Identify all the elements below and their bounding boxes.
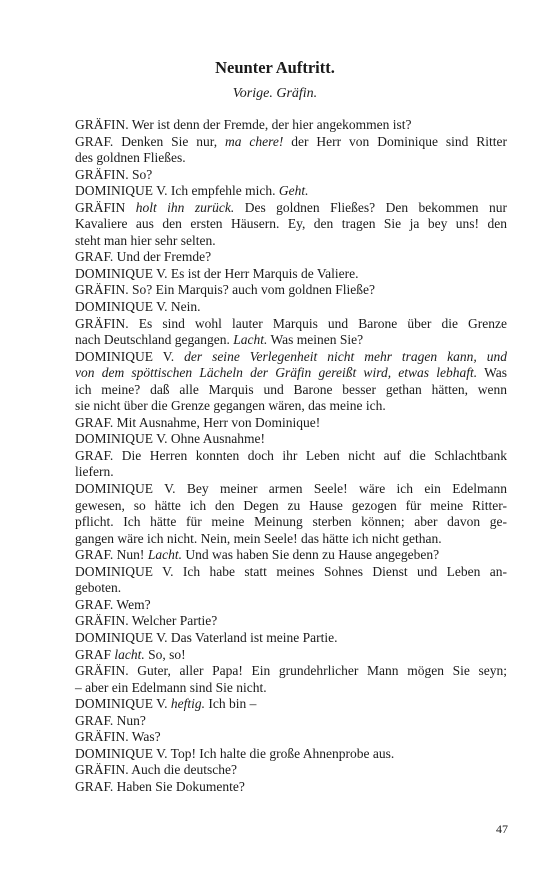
dialogue-text: GRÄFIN (75, 199, 136, 215)
text-line (75, 365, 507, 382)
scene-stage-direction: Vorige. Gräfin. (232, 86, 318, 101)
dialogue-text: DOMINIQUE V. Ich habe statt meines Sohnes Dienst und Leben an- (75, 563, 507, 579)
text-line (75, 630, 507, 647)
text-line (75, 233, 507, 250)
dialogue-text: nach Deutschland gegangen. (75, 332, 234, 348)
dialogue-text: DOMINIQUE V. Ich empfehle mich. (75, 183, 279, 199)
dialogue-text: GRÄFIN. Was? (75, 729, 161, 745)
text-line (75, 448, 507, 465)
text-line (75, 663, 507, 680)
dialogue-text: Des goldnen Fließes? Den bekommen nur (234, 199, 507, 215)
text-line (75, 580, 507, 597)
dialogue-text: GRAF. Haben Sie Dokumente? (75, 778, 245, 794)
text-line (75, 696, 507, 713)
text-line (75, 167, 507, 184)
stage-direction-text: lacht. (114, 646, 145, 662)
dialogue-text: GRAF. Mit Ausnahme, Herr von Dominique! (75, 414, 321, 430)
text-line (75, 382, 507, 399)
text-line (75, 762, 507, 779)
dialogue-text: DOMINIQUE V. Das Vaterland ist meine Partie. (75, 629, 338, 645)
dialogue-text: GRÄFIN. Es sind wohl lauter Marquis und Barone über die Grenze (75, 315, 507, 331)
dialogue-text: pflicht. Ich hätte für meine Meinung sterben können; aber davon ge- (75, 514, 507, 530)
dialogue-text: GRAF. Wem? (75, 596, 151, 612)
stage-direction-text: Lacht. (233, 332, 268, 348)
text-line (75, 729, 507, 746)
dialogue-text: GRÄFIN. So? (75, 166, 153, 182)
dialogue-text: GRÄFIN. Auch die deutsche? (75, 762, 237, 778)
text-line (75, 117, 507, 134)
text-line (75, 514, 507, 531)
stage-direction-text: holt ihn zurück. (135, 199, 235, 215)
dialogue-text: DOMINIQUE V. Nein. (75, 299, 201, 315)
text-line (75, 249, 507, 266)
stage-direction-text: von dem spöttischen Lächeln der Gräfin gereißt wird, etwas lebhaft. (75, 365, 478, 381)
play-text (75, 117, 507, 795)
dialogue-text: ich meine? daß alle Marquis und Barone besser gethan hätten, wenn (75, 381, 507, 397)
dialogue-text: DOMINIQUE V. (75, 348, 185, 364)
text-line (75, 299, 507, 316)
dialogue-text: Und was haben Sie denn zu Hause angegeben? (181, 547, 440, 563)
dialogue-text: Kavaliere aus den ersten Häusern. Ey, den tragen Sie ja bey uns! den (75, 216, 507, 232)
text-line (75, 481, 507, 498)
stage-direction-text: der seine Verlegenheit nicht mehr tragen kann, und (184, 348, 507, 364)
dialogue-text: So, so! (144, 646, 186, 662)
text-line (75, 183, 507, 200)
text-line (75, 547, 507, 564)
dialogue-text: DOMINIQUE V. (75, 696, 171, 712)
text-line (75, 332, 507, 349)
dialogue-text: steht man hier sehr selten. (75, 232, 216, 248)
text-line (75, 200, 507, 217)
dialogue-text: DOMINIQUE V. Top! Ich halte die große Ahnenprobe aus. (75, 745, 395, 761)
text-line (75, 680, 507, 697)
dialogue-text: GRÄFIN. Welcher Partie? (75, 613, 218, 629)
text-line (75, 415, 507, 432)
dialogue-text: DOMINIQUE V. Bey meiner armen Seele! wäre ich ein Edelmann (75, 481, 507, 497)
text-line (75, 597, 507, 614)
dialogue-text: der Herr von Dominique sind Ritter (283, 133, 507, 149)
text-line (75, 464, 507, 481)
stage-direction-text: Lacht. (147, 547, 182, 563)
dialogue-text: gewesen, so hätte ich den Degen zu Hause gezogen für meine Ritter- (75, 497, 507, 513)
dialogue-text: GRAF. Und der Fremde? (75, 249, 212, 265)
text-line (75, 266, 507, 283)
dialogue-text: liefern. (75, 464, 114, 480)
text-line (75, 564, 507, 581)
scene-title: Neunter Auftritt. (215, 58, 335, 77)
text-line (75, 134, 507, 151)
text-line (75, 316, 507, 333)
dialogue-text: GRAF. Nun! (75, 547, 148, 563)
dialogue-text: des goldnen Fließes. (75, 150, 186, 166)
dialogue-text: GRÄFIN. Wer ist denn der Fremde, der hier angekommen ist? (75, 117, 412, 132)
dialogue-text: GRAF. Die Herren konnten doch ihr Leben nicht auf die Schlachtbank (75, 447, 507, 463)
stage-direction-text: ma chere! (224, 133, 284, 149)
text-line (75, 498, 507, 515)
text-line (75, 398, 507, 415)
text-line (75, 713, 507, 730)
text-line (75, 746, 507, 763)
dialogue-text: geboten. (75, 580, 122, 596)
dialogue-text: – aber ein Edelmann sind Sie nicht. (75, 679, 267, 695)
stage-direction-text: heftig. (170, 696, 206, 712)
dialogue-text: Was (477, 365, 507, 381)
stage-direction-text: Geht. (278, 183, 309, 199)
text-line (75, 282, 507, 299)
text-line (75, 349, 507, 366)
dialogue-text: Was meinen Sie? (267, 332, 364, 348)
dialogue-text: GRÄFIN. So? Ein Marquis? auch vom goldnen Fließe? (75, 282, 375, 298)
dialogue-text: GRAF. Denken Sie nur, (75, 133, 225, 149)
text-line (75, 613, 507, 630)
dialogue-text: GRAF (75, 646, 115, 662)
text-line (75, 431, 507, 448)
dialogue-text: gangen wäre ich nicht. Nein, mein Seele! das hätte ich nicht gethan. (75, 530, 442, 546)
dialogue-text: GRÄFIN. Guter, aller Papa! Ein grundehrlicher Mann mögen Sie seyn; (75, 663, 507, 679)
dialogue-text: sie nicht über die Grenze gegangen wären, das meine ich. (75, 398, 386, 414)
dialogue-text: Ich bin – (205, 696, 257, 712)
text-line (75, 647, 507, 664)
text-line (75, 150, 507, 167)
dialogue-text: DOMINIQUE V. Ohne Ausnahme! (75, 431, 265, 447)
text-line (75, 216, 507, 233)
dialogue-text: GRAF. Nun? (75, 712, 146, 728)
text-line (75, 531, 507, 548)
dialogue-text: DOMINIQUE V. Es ist der Herr Marquis de Valiere. (75, 265, 359, 281)
page-number: 47 (496, 822, 508, 836)
text-line (75, 779, 507, 796)
